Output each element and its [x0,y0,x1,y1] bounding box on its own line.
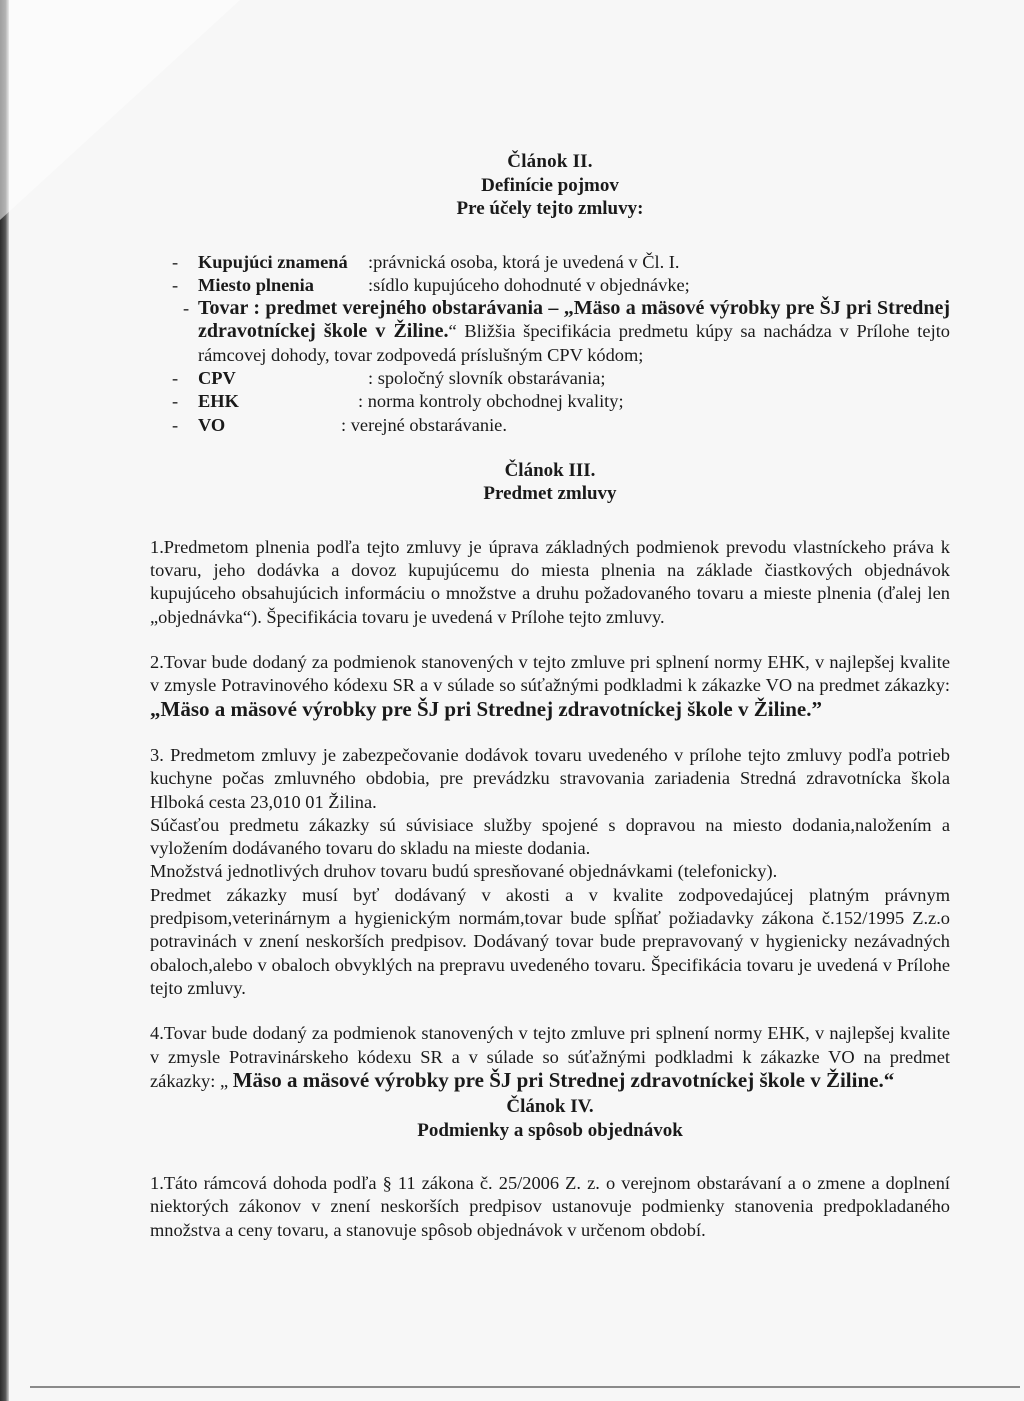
definition-value: :právnická osoba, ktorá je uvedená v Čl. I. [368,251,680,272]
article-3-paragraph-3: 3. Predmetom zmluvy je zabezpečovanie dodávok tovaru uvedeného v prílohe tejto zmluvy podľa potrieb kuchyne počas zmluvného obdobia, pre prevádzku stravovania zariadenia Stredná zdravotnícka škola Hlboká cesta 23,010 01 Žilina. [150,744,950,812]
article-2-title: Článok II. [507,151,593,172]
definitions-list [150,251,950,437]
article-3-paragraph-4 [150,1022,950,1093]
list-dash: - [172,274,179,295]
paragraph-text: 2.Tovar bude dodaný za podmienok stanovených v tejto zmluve pri splnení normy EHK, v najlepšej kvalite v zmysle Potravinového kódexu SR a v súlade so súťažnými podkladmi k zákazke VO na predmet zákazky: [150,652,950,696]
definition-term: Kupujúci znamená [198,251,348,272]
article-3-subtitle: Predmet zmluvy [483,483,617,505]
abbreviation-value: : spoločný slovník obstarávania; [368,367,606,388]
tovar-lead: Tovar : predmet verejného obstarávania – „Mäso a mäsové výrobky pre ŠJ pri Strednej zdravotníckej škole v Žiline. [198,297,950,343]
definition-tovar [150,297,950,367]
abbreviation-item [150,390,950,413]
article-4-subtitle: Podmienky a spôsob objednávok [417,1119,683,1141]
article-2-subtitle-2: Pre účely tejto zmluvy: [456,198,644,219]
definition-item [150,274,950,297]
abbreviation-value: : norma kontroly obchodnej kvality; [358,391,624,412]
abbreviation-item [150,367,950,390]
scan-bottom-line [30,1386,1020,1388]
abbreviation-term: CPV [198,367,236,388]
article-4-heading [150,1095,950,1142]
paragraph-bold-subject: Mäso a mäsové výrobky pre ŠJ pri Strednej zdravotníckej škole v Žiline.“ [232,1067,895,1092]
article-3-paragraph-3d: Predmet zákazky musí byť dodávaný v akosti a v kvalite zodpovedajúcej platným právnym predpisom,veterinárnym a hygienickým normám,tovar bude spĺňať požiadavky zákona č.152/1995 Z.z.o potravinách v znení neskorších predpisov. Dodávaný tovar bude prepravovaný v hygienicky nezávadných obaloch,alebo v obaloch obvyklých na prepravu uvedeného tovaru. Špecifikácia tovaru je uvedená v Prílohe tejto zmluvy. [150,884,950,998]
article-3-paragraph-2 [150,651,950,722]
abbreviation-value: : verejné obstarávanie. [341,414,507,435]
definition-term: Miesto plnenia [198,274,314,295]
article-3-paragraph-3b: Súčasťou predmetu zákazky sú súvisiace služby spojené s dopravou na miesto dodania,naložením a vyložením dodávaného tovaru do skladu na mieste dodania. [150,814,950,859]
article-4-title: Článok IV. [506,1096,594,1118]
list-dash: - [172,391,179,412]
article-3-paragraph-3c: Množstvá jednotlivých druhov tovaru budú spresňované objednávkami (telefonicky). [150,861,778,882]
list-dash: - [172,367,179,388]
tovar-rest: “ Bližšia špecifikácia predmetu kúpy sa nachádza v Prílohe tejto rámcovej dohody, tovar zodpovedá príslušným CPV kódom; [198,321,950,365]
document-page [150,150,950,1242]
article-2-heading [150,150,950,221]
paragraph-text: 4.Tovar bude dodaný za podmienok stanovených v tejto zmluve pri splnení normy EHK, v najlepšej kvalite v zmysle Potravinárskeho kódexu SR a v súlade so súťažnými podkladmi k zákazke VO na predmet zákazky: „ [150,1023,950,1091]
list-dash: - [172,251,179,272]
article-3-paragraph-1: 1.Predmetom plnenia podľa tejto zmluvy je úprava základných podmienok prevodu vlastníckeho práva k tovaru, jeho dodávka a dovoz kupujúcemu do miesta plnenia na základe čiastkových objednávok kupujúceho obsahujúcich informáciu o množstve a druhu požadovaného tovaru a mieste plnenia (ďalej len „objednávka“). Špecifikácia tovaru je uvedená v Prílohe tejto zmluvy. [150,536,950,627]
article-2-subtitle: Definície pojmov [481,174,619,196]
article-3-heading [150,459,950,506]
list-dash: - [172,414,179,435]
article-3-title: Článok III. [504,459,596,481]
abbreviation-term: VO [198,414,226,435]
paragraph-bold-subject: „Mäso a mäsové výrobky pre ŠJ pri Strednej zdravotníckej škole v Žiline.” [150,696,822,721]
definition-value: :sídlo kupujúceho dohodnuté v objednávke; [368,274,690,295]
article-4-paragraph-1: 1.Táto rámcová dohoda podľa § 11 zákona č. 25/2006 Z. z. o verejnom obstarávaní a o zmene a doplnení niektorých zákonov v znení neskorších predpisov ustanovuje podmienky stanovenia predpokladaného množstva a ceny tovaru, a stanovuje spôsob objednávok v určenom období. [150,1173,950,1240]
list-dash: - [183,298,190,319]
definition-item [150,251,950,274]
abbreviation-term: EHK [198,391,239,412]
abbreviation-item [150,414,950,437]
